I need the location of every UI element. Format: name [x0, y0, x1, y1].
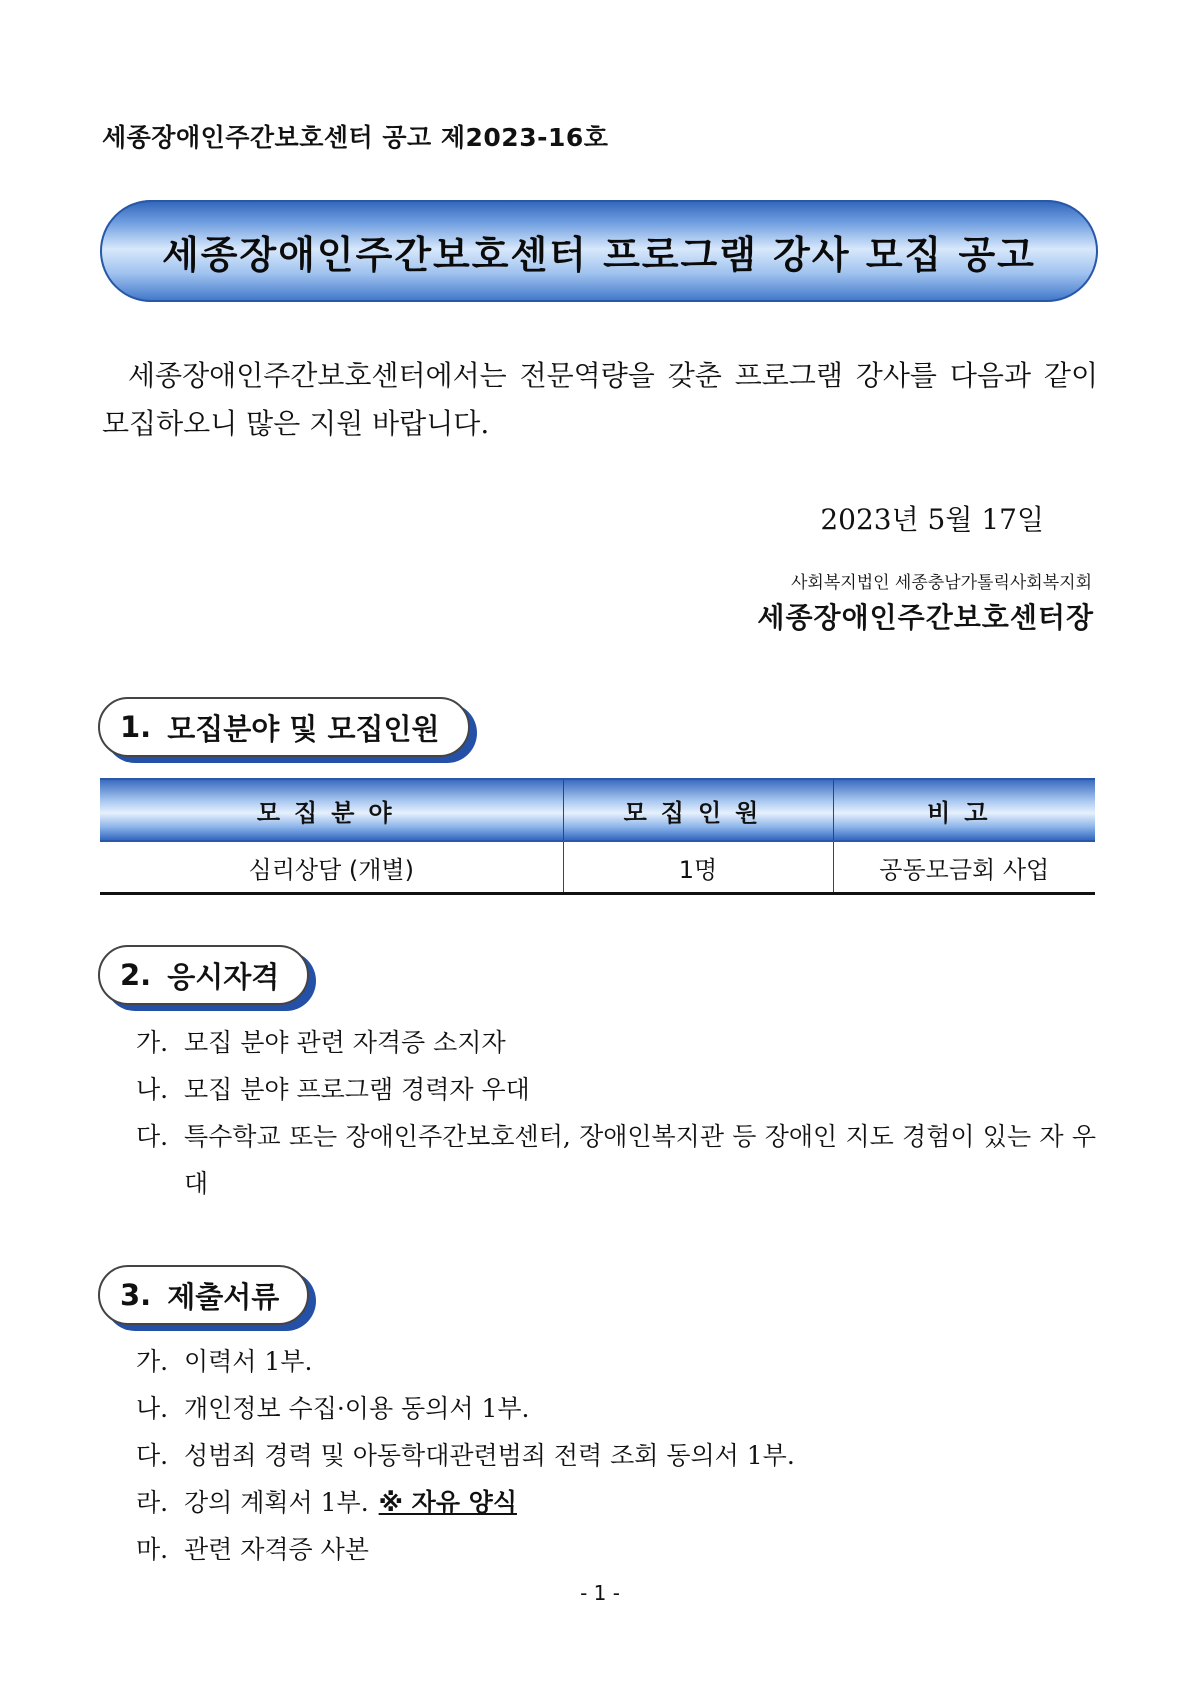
recruitment-table — [100, 778, 1095, 895]
list-item — [136, 1385, 1096, 1432]
issue-date: 2023년 5월 17일 — [820, 503, 1044, 536]
section-number: 2. — [120, 958, 152, 992]
section-title: 제출서류 — [167, 1279, 280, 1314]
item-marker: 가. — [136, 1028, 169, 1057]
title-banner — [100, 200, 1098, 302]
column-header: 비고 — [833, 779, 1095, 841]
item-marker: 마. — [136, 1535, 169, 1564]
column-header: 모집인원 — [563, 779, 833, 841]
item-marker: 라. — [136, 1488, 169, 1517]
item-text: 관련 자격증 사본 — [184, 1535, 369, 1564]
table-row — [100, 841, 1095, 894]
item-marker: 다. — [136, 1441, 169, 1470]
item-text: 성범죄 경력 및 아동학대관련범죄 전력 조회 동의서 1부. — [184, 1441, 795, 1470]
item-text: 강의 계획서 1부. — [184, 1488, 369, 1517]
list-item — [136, 1479, 1096, 1526]
table-cell-remark: 공동모금회 사업 — [833, 841, 1095, 894]
free-format-note: ※ 자유 양식 — [378, 1488, 517, 1517]
page-number: - 1 - — [580, 1581, 620, 1605]
section-title: 응시자격 — [167, 959, 280, 994]
item-marker: 나. — [136, 1075, 169, 1104]
item-text: 모집 분야 프로그램 경력자 우대 — [184, 1075, 530, 1104]
required-documents-list — [136, 1338, 1096, 1573]
list-item — [136, 1432, 1096, 1479]
issuer-title: 세종장애인주간보호센터장 — [757, 601, 1094, 634]
list-item — [136, 1113, 1096, 1207]
item-marker: 나. — [136, 1394, 169, 1423]
list-item — [136, 1066, 1096, 1113]
item-text: 이력서 1부. — [184, 1347, 313, 1376]
column-header: 모집분야 — [100, 779, 563, 841]
document-title: 세종장애인주간보호센터 프로그램 강사 모집 공고 — [162, 232, 1036, 277]
list-item — [136, 1019, 1096, 1066]
item-marker: 다. — [136, 1122, 169, 1151]
notice-number: 세종장애인주간보호센터 공고 제2023-16호 — [102, 123, 609, 152]
list-item — [136, 1338, 1096, 1385]
intro-paragraph: 세종장애인주간보호센터에서는 전문역량을 갖춘 프로그램 강사를 다음과 같이 모집하오니 많은 지원 바랍니다. — [102, 359, 1098, 440]
item-text: 특수학교 또는 장애인주간보호센터, 장애인복지관 등 장애인 지도 경험이 있는 자 우대 — [184, 1122, 1096, 1198]
section-title: 모집분야 및 모집인원 — [167, 711, 440, 746]
table-cell-field: 심리상담 (개별) — [100, 841, 563, 894]
table-cell-count: 1명 — [563, 841, 833, 894]
section-heading-qualifications — [98, 945, 309, 1005]
item-text: 모집 분야 관련 자격증 소지자 — [184, 1028, 506, 1057]
parent-organization: 사회복지법인 세종충남가톨릭사회복지회 — [791, 573, 1092, 593]
section-heading-recruitment — [98, 697, 470, 757]
section-number: 1. — [120, 710, 152, 744]
section-number: 3. — [120, 1278, 152, 1312]
section-heading-documents — [98, 1265, 309, 1325]
item-marker: 가. — [136, 1347, 169, 1376]
list-item — [136, 1526, 1096, 1573]
table-header-row — [100, 779, 1095, 841]
item-text-with-note — [184, 1479, 1096, 1526]
item-text: 개인정보 수집·이용 동의서 1부. — [184, 1394, 530, 1423]
qualification-list — [136, 1019, 1096, 1207]
